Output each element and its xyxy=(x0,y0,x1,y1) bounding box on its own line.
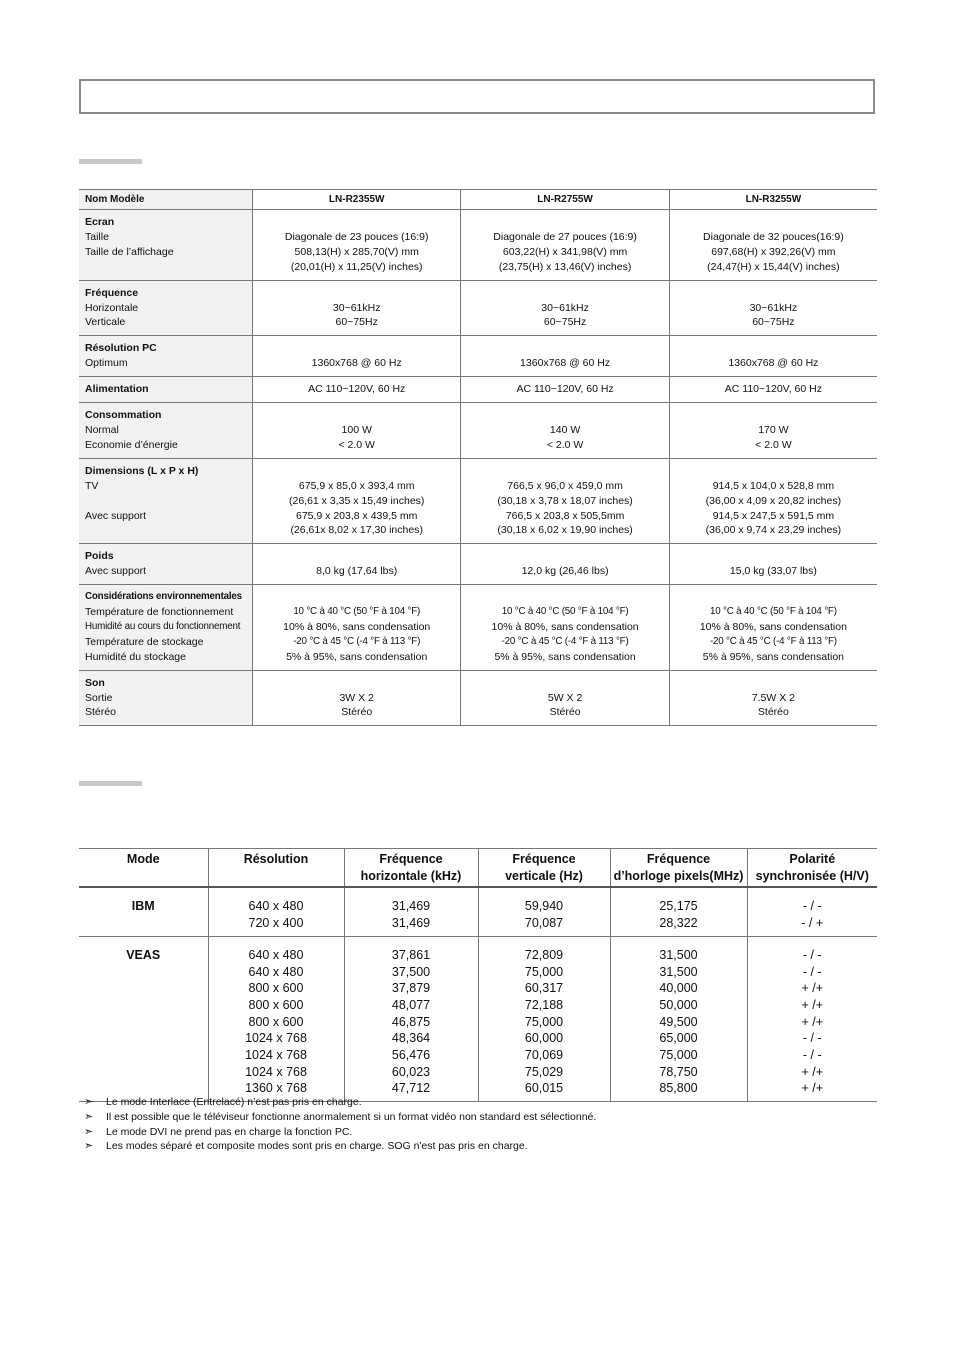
spec-value: 30~61kHz xyxy=(541,301,589,314)
mode-value: 640 x 480 xyxy=(248,899,304,914)
mode-value: 46,875 xyxy=(391,1014,431,1029)
spec-value: 914,5 x 104,0 x 528,8 mm xyxy=(712,479,835,492)
note-item xyxy=(84,1125,596,1140)
spec-value: 5% à 95%, sans condensation xyxy=(702,650,845,663)
spec-value: 10% à 80%, sans condensation xyxy=(699,620,847,633)
spec-value: 5W X 2 xyxy=(547,691,583,704)
spec-value: 10% à 80%, sans condensation xyxy=(491,620,639,633)
modes-header-text: synchronisée (H/V) xyxy=(755,868,869,883)
spec-row-label xyxy=(79,544,253,585)
mode-value: 31,469 xyxy=(391,899,431,914)
mode-value: 78,750 xyxy=(659,1064,698,1079)
spec-row-sublabel: Taille xyxy=(85,230,109,243)
spec-row-sublabel: Normal xyxy=(85,423,119,436)
spec-row-title: Poids xyxy=(85,550,114,563)
mode-value: - / - xyxy=(802,964,822,979)
note-text: Il est possible que le téléviseur fonctionne anormalement si un format vidéo non standard est sélectionné. xyxy=(106,1110,597,1123)
spec-value: 60~75Hz xyxy=(752,316,795,329)
mode-value: 49,500 xyxy=(659,1014,698,1029)
spec-value: 10% à 80%, sans condensation xyxy=(283,620,431,633)
mode-value: + /+ xyxy=(801,1014,824,1029)
spec-row-sublabel: Sortie xyxy=(85,691,113,704)
mode-value: 37,500 xyxy=(391,964,431,979)
mode-value: - / - xyxy=(802,947,822,962)
spec-value-cell xyxy=(669,670,877,726)
mode-polarity-cell xyxy=(747,936,877,1101)
spec-value: 675,9 x 85,0 x 393,4 mm xyxy=(298,479,415,492)
spec-value-cell xyxy=(669,336,877,377)
spec-value: 1360x768 @ 60 Hz xyxy=(311,357,402,370)
spec-row-title: Ecran xyxy=(85,216,115,228)
spec-value: (24,47(H) x 15,44(V) inches) xyxy=(707,260,840,273)
mode-value: 1024 x 768 xyxy=(245,1064,307,1079)
spec-value: (30,18 x 3,78 x 18,07 inches) xyxy=(497,494,633,507)
mode-value: 70,087 xyxy=(524,916,564,931)
spec-row-label xyxy=(79,336,253,377)
spec-row-sublabel: Stéréo xyxy=(85,706,116,719)
modes-header-text: Fréquence xyxy=(646,852,711,866)
mode-value: + /+ xyxy=(801,997,824,1012)
arrow-bullet-icon: ➣ xyxy=(84,1110,94,1123)
spec-row-sublabel: Economie d’énergie xyxy=(85,438,178,451)
modes-header-text: Résolution xyxy=(243,852,309,866)
spec-value-cell xyxy=(253,585,461,671)
spec-value: Diagonale de 27 pouces (16:9) xyxy=(493,230,637,243)
mode-value: 47,712 xyxy=(391,1081,431,1096)
spec-row-label xyxy=(79,280,253,336)
mode-name: VEAS xyxy=(126,947,161,962)
spec-value: -20 °C à 45 °C (-4 °F à 113 °F) xyxy=(501,635,629,647)
mode-value: 1360 x 768 xyxy=(245,1081,307,1096)
arrow-bullet-icon: ➣ xyxy=(84,1125,94,1138)
spec-value: 5% à 95%, sans condensation xyxy=(286,650,428,663)
spec-row-title: Son xyxy=(85,676,105,689)
mode-value: 72,809 xyxy=(524,947,564,962)
spec-value: (26,61 x 3,35 x 15,49 inches) xyxy=(288,494,425,507)
spec-row xyxy=(79,210,877,281)
mode-resolution-cell xyxy=(208,936,344,1101)
mode-name-cell xyxy=(79,936,208,1101)
spec-value: 60~75Hz xyxy=(543,316,587,329)
mode-value: 800 x 600 xyxy=(248,997,304,1012)
spec-row-title: Consommation xyxy=(85,409,162,422)
modes-group-row xyxy=(79,936,877,1101)
spec-value: (36,00 x 9,74 x 23,29 inches) xyxy=(705,524,842,537)
spec-row-title: Considérations environnementales xyxy=(85,591,242,603)
mode-value: 60,023 xyxy=(391,1064,431,1079)
mode-value: 75,000 xyxy=(659,1048,698,1063)
spec-row xyxy=(79,670,877,726)
spec-value: AC 110~120V, 60 Hz xyxy=(308,383,406,396)
mode-value: - / - xyxy=(802,899,822,914)
mode-polarity-cell xyxy=(747,887,877,936)
spec-value: 508,13(H) x 285,70(V) mm xyxy=(294,245,419,258)
note-item xyxy=(84,1095,596,1110)
mode-value: 640 x 480 xyxy=(248,947,304,962)
mode-name-cell xyxy=(79,887,208,936)
modes-header-cell xyxy=(610,849,747,888)
page-title-box xyxy=(79,79,875,114)
mode-value: 31,500 xyxy=(659,964,698,979)
spec-row-sublabel: Avec support xyxy=(85,509,147,522)
spec-value: 914,5 x 247,5 x 591,5 mm xyxy=(712,509,835,522)
spec-value-cell xyxy=(253,210,461,281)
spec-value-cell xyxy=(253,544,461,585)
spec-header-model: LN-R3255W xyxy=(669,190,877,210)
spec-value: < 2.0 W xyxy=(338,438,375,451)
spec-value-cell xyxy=(669,377,877,403)
mode-value: 31,500 xyxy=(659,947,698,962)
spec-value-cell xyxy=(669,544,877,585)
spec-header-model: LN-R2755W xyxy=(461,190,669,210)
mode-value: 1024 x 768 xyxy=(245,1031,307,1046)
spec-value: 15,0 kg (33,07 lbs) xyxy=(729,565,817,578)
spec-row xyxy=(79,280,877,336)
mode-value: - / - xyxy=(802,1048,822,1063)
spec-value: (20,01(H) x 11,25(V) inches) xyxy=(290,260,423,273)
spec-value-cell xyxy=(669,458,877,544)
spec-value: (26,61x 8,02 x 17,30 inches) xyxy=(290,524,423,537)
spec-value: 30~61kHz xyxy=(332,301,381,314)
spec-value-cell xyxy=(253,670,461,726)
mode-v-freq-cell xyxy=(478,936,610,1101)
modes-header-text: d’horloge pixels(MHz) xyxy=(613,868,744,883)
spec-value: 1360x768 @ 60 Hz xyxy=(520,357,611,370)
mode-value: 800 x 600 xyxy=(248,981,304,996)
spec-row-sublabel: Humidité du stockage xyxy=(85,650,186,663)
specifications-table xyxy=(79,189,877,726)
spec-value: < 2.0 W xyxy=(755,438,792,451)
spec-row-label xyxy=(79,403,253,459)
mode-value: 640 x 480 xyxy=(248,964,304,979)
spec-value: 60~75Hz xyxy=(335,316,378,329)
spec-value: 170 W xyxy=(758,423,789,436)
mode-h-freq-cell xyxy=(344,936,478,1101)
note-text: Les modes séparé et composite modes sont pris en charge. SOG n'est pas pris en charge. xyxy=(106,1140,528,1153)
modes-header-cell xyxy=(79,849,208,888)
spec-value-cell xyxy=(669,585,877,671)
arrow-bullet-icon: ➣ xyxy=(84,1140,94,1153)
mode-value: 50,000 xyxy=(659,997,698,1012)
mode-pixel-clock-cell xyxy=(610,887,747,936)
mode-value: - / + xyxy=(801,916,824,931)
spec-value-cell xyxy=(461,336,669,377)
mode-value: 25,175 xyxy=(659,899,698,914)
mode-value: 60,000 xyxy=(524,1031,564,1046)
spec-header-model: LN-R2355W xyxy=(253,190,461,210)
modes-group-row xyxy=(79,887,877,936)
spec-value: (30,18 x 6,02 x 19,90 inches) xyxy=(497,524,633,537)
spec-header-row xyxy=(79,190,877,210)
spec-row-title: Alimentation xyxy=(85,383,149,396)
spec-value: 603,22(H) x 341,98(V) mm xyxy=(502,245,628,258)
mode-value: 37,861 xyxy=(391,947,431,962)
mode-value: + /+ xyxy=(801,1081,824,1096)
spec-value: 10 °C à 40 °C (50 °F à 104 °F) xyxy=(501,606,629,618)
spec-row-sublabel: Verticale xyxy=(85,316,126,329)
spec-row-title: Dimensions (L x P x H) xyxy=(85,464,199,477)
spec-value-cell xyxy=(461,210,669,281)
spec-value-cell xyxy=(253,403,461,459)
modes-header-text: verticale (Hz) xyxy=(505,868,583,883)
spec-row-sublabel: Taille de l’affichage xyxy=(85,245,174,258)
spec-row-label xyxy=(79,458,253,544)
mode-name: IBM xyxy=(131,899,155,914)
mode-value: 720 x 400 xyxy=(248,916,304,931)
spec-row-sublabel: Température de stockage xyxy=(85,635,204,648)
section-marker-specifications xyxy=(79,159,142,164)
spec-row-label xyxy=(79,377,253,403)
spec-header-label: Nom Modèle xyxy=(79,190,253,210)
spec-value: Stéréo xyxy=(341,706,373,719)
spec-value: 30~61kHz xyxy=(749,301,798,314)
spec-value-cell xyxy=(461,585,669,671)
mode-resolution-cell xyxy=(208,887,344,936)
modes-header-text: Polarité xyxy=(789,852,836,866)
section-marker-display-modes xyxy=(79,781,142,786)
mode-value: 48,077 xyxy=(391,997,431,1012)
spec-value: 675,9 x 203,8 x 439,5 mm xyxy=(295,509,418,522)
mode-value: 75,000 xyxy=(524,1014,564,1029)
spec-value-cell xyxy=(669,210,877,281)
mode-value: 28,322 xyxy=(659,916,698,931)
spec-value: -20 °C à 45 °C (-4 °F à 113 °F) xyxy=(709,635,837,647)
spec-row-sublabel: Horizontale xyxy=(85,301,139,314)
spec-value: AC 110~120V, 60 Hz xyxy=(516,383,614,396)
spec-value-cell xyxy=(461,280,669,336)
spec-row-sublabel: TV xyxy=(85,479,99,492)
spec-value-cell xyxy=(461,403,669,459)
mode-value: + /+ xyxy=(801,1064,824,1079)
mode-value: 31,469 xyxy=(391,916,431,931)
spec-value: (36,00 x 4,09 x 20,82 inches) xyxy=(705,494,842,507)
mode-value: 48,364 xyxy=(391,1031,431,1046)
spec-value-cell xyxy=(669,280,877,336)
note-item xyxy=(84,1110,596,1125)
spec-value-cell xyxy=(461,670,669,726)
spec-row-sublabel: Avec support xyxy=(85,565,147,578)
spec-value: AC 110~120V, 60 Hz xyxy=(724,383,822,396)
spec-row-title: Résolution PC xyxy=(85,342,157,355)
modes-header-cell xyxy=(344,849,478,888)
spec-row xyxy=(79,544,877,585)
note-item xyxy=(84,1139,596,1154)
spec-row xyxy=(79,377,877,403)
mode-v-freq-cell xyxy=(478,887,610,936)
spec-value: 766,5 x 203,8 x 505,5mm xyxy=(505,509,625,522)
spec-row-label xyxy=(79,210,253,281)
spec-row-sublabel: Température de fonctionnement xyxy=(85,606,234,619)
mode-value: 85,800 xyxy=(659,1081,698,1096)
spec-value: 100 W xyxy=(341,423,372,436)
spec-value: 3W X 2 xyxy=(339,691,374,704)
spec-value: 8,0 kg (17,64 lbs) xyxy=(316,565,398,578)
spec-row xyxy=(79,585,877,671)
modes-header-text: Fréquence xyxy=(379,852,443,866)
spec-value: 140 W xyxy=(549,423,581,436)
spec-row-label xyxy=(79,670,253,726)
spec-value-cell xyxy=(253,377,461,403)
mode-value: 60,317 xyxy=(524,981,564,996)
spec-row-title: Fréquence xyxy=(85,286,139,299)
spec-value: 7.5W X 2 xyxy=(751,691,795,704)
modes-header-text: Fréquence xyxy=(512,852,576,866)
mode-value: 70,069 xyxy=(524,1048,564,1063)
spec-value: Stéréo xyxy=(757,706,789,719)
modes-header-cell xyxy=(208,849,344,888)
mode-value: 59,940 xyxy=(524,899,564,914)
spec-value-cell xyxy=(253,336,461,377)
spec-value: < 2.0 W xyxy=(546,438,584,451)
spec-value-cell xyxy=(253,280,461,336)
spec-value: 766,5 x 96,0 x 459,0 mm xyxy=(507,479,623,492)
spec-value: 12,0 kg (26,46 lbs) xyxy=(521,565,609,578)
spec-value-cell xyxy=(253,458,461,544)
display-modes-table xyxy=(79,848,877,1102)
spec-value-cell xyxy=(461,458,669,544)
notes-list xyxy=(84,1095,596,1154)
mode-pixel-clock-cell xyxy=(610,936,747,1101)
mode-h-freq-cell xyxy=(344,887,478,936)
mode-value: 56,476 xyxy=(391,1048,431,1063)
spec-value: -20 °C à 45 °C (-4 °F à 113 °F) xyxy=(293,635,421,647)
modes-header-text: Mode xyxy=(126,852,160,866)
spec-value-cell xyxy=(669,403,877,459)
mode-value: 37,879 xyxy=(391,981,431,996)
mode-value: + /+ xyxy=(801,981,824,996)
spec-value-cell xyxy=(461,377,669,403)
spec-value: Stéréo xyxy=(549,706,581,719)
modes-header-text: horizontale (kHz) xyxy=(360,868,462,883)
spec-row xyxy=(79,336,877,377)
spec-row-sublabel: Humidité au cours du fonctionnement xyxy=(85,620,241,632)
modes-header-cell xyxy=(478,849,610,888)
spec-row-sublabel: Optimum xyxy=(85,357,128,370)
mode-value: 800 x 600 xyxy=(248,1014,304,1029)
spec-row xyxy=(79,458,877,544)
mode-value: 75,000 xyxy=(524,964,564,979)
mode-value: 65,000 xyxy=(659,1031,698,1046)
mode-value: - / - xyxy=(802,1031,822,1046)
mode-value: 75,029 xyxy=(524,1064,564,1079)
spec-value: 1360x768 @ 60 Hz xyxy=(728,357,819,370)
spec-value: Diagonale de 32 pouces(16:9) xyxy=(703,230,844,243)
spec-value: 697,68(H) x 392,26(V) mm xyxy=(711,245,836,258)
spec-value: 5% à 95%, sans condensation xyxy=(494,650,636,663)
note-text: Le mode Interlace (Entrelacé) n’est pas pris en charge. xyxy=(106,1096,362,1108)
spec-row xyxy=(79,403,877,459)
spec-value-cell xyxy=(461,544,669,585)
arrow-bullet-icon: ➣ xyxy=(84,1096,94,1108)
spec-value: (23,75(H) x 13,46(V) inches) xyxy=(498,260,632,273)
mode-value: 60,015 xyxy=(524,1081,564,1096)
mode-value: 40,000 xyxy=(659,981,698,996)
mode-value: 1024 x 768 xyxy=(245,1048,307,1063)
spec-value: Diagonale de 23 pouces (16:9) xyxy=(284,230,429,243)
spec-value: 10 °C à 40 °C (50 °F à 104 °F) xyxy=(710,606,837,618)
spec-row-sublabel xyxy=(85,494,248,509)
modes-header-cell xyxy=(747,849,877,888)
mode-value: 72,188 xyxy=(524,997,564,1012)
spec-row-label xyxy=(79,585,253,671)
modes-header-row xyxy=(79,849,877,888)
spec-value: 10 °C à 40 °C (50 °F à 104 °F) xyxy=(293,606,421,618)
note-text: Le mode DVI ne prend pas en charge la fonction PC. xyxy=(106,1125,353,1138)
